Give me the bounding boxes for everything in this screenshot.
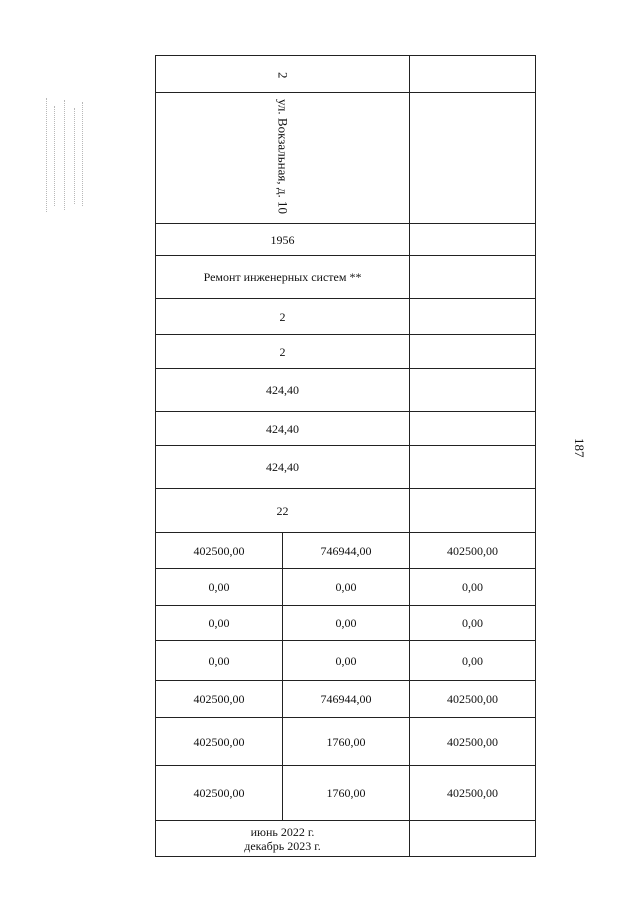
column-number-cell [156,56,410,93]
area-total-cell: 424,40 [156,369,410,412]
row-floors [156,299,536,335]
entrances-cell: 2 [156,335,410,369]
money-row [156,606,536,641]
money-cell: 746944,00 [283,681,410,718]
empty-cell [410,256,536,299]
empty-cell [410,369,536,412]
money-cell: 0,00 [283,569,410,606]
money-cell: 0,00 [410,606,536,641]
scan-artifact [42,98,88,212]
money-row [156,681,536,718]
money-row [156,533,536,569]
area-residential-cell: 424,40 [156,412,410,446]
money-cell: 746944,00 [283,533,410,569]
empty-cell [410,821,536,857]
row-area-total [156,369,536,412]
row-address [156,93,536,224]
year-cell: 1956 [156,224,410,256]
row-year [156,224,536,256]
money-cell: 0,00 [156,606,283,641]
money-cell: 402500,00 [156,766,283,821]
row-area-residential-owned [156,446,536,489]
money-cell: 402500,00 [410,681,536,718]
area-residential-owned-cell: 424,40 [156,446,410,489]
empty-cell [410,335,536,369]
period-start: июнь 2022 г. [250,824,315,839]
residents-cell: 22 [156,489,410,533]
address: ул. Вокзальная, д. 10 [275,99,291,214]
column-number: 2 [275,71,291,78]
row-area-residential [156,412,536,446]
register-table-section [155,55,535,857]
money-cell: 402500,00 [156,681,283,718]
row-residents [156,489,536,533]
empty-cell [410,56,536,93]
money-row [156,718,536,766]
period-end: декабрь 2023 г. [244,838,321,853]
money-row [156,641,536,681]
address-cell [156,93,410,224]
money-cell: 1760,00 [283,718,410,766]
empty-cell [410,224,536,256]
money-cell: 0,00 [283,641,410,681]
work-type-cell: Ремонт инженерных систем ** [156,256,410,299]
empty-cell [410,93,536,224]
money-cell: 402500,00 [410,533,536,569]
empty-cell [410,489,536,533]
money-cell: 402500,00 [410,766,536,821]
row-period [156,821,536,857]
empty-cell [410,446,536,489]
empty-cell [410,412,536,446]
money-row [156,766,536,821]
money-cell: 0,00 [283,606,410,641]
floors-cell: 2 [156,299,410,335]
page-number: 187 [572,438,587,458]
money-cell: 0,00 [156,641,283,681]
row-work-type [156,256,536,299]
money-cell: 402500,00 [156,718,283,766]
money-cell: 402500,00 [156,533,283,569]
money-cell: 0,00 [156,569,283,606]
period-cell [156,821,410,857]
money-cell: 0,00 [410,641,536,681]
money-cell: 402500,00 [410,718,536,766]
money-cell: 0,00 [410,569,536,606]
row-column-number [156,56,536,93]
row-entrances [156,335,536,369]
money-cell: 1760,00 [283,766,410,821]
register-table [155,55,536,857]
money-row [156,569,536,606]
empty-cell [410,299,536,335]
